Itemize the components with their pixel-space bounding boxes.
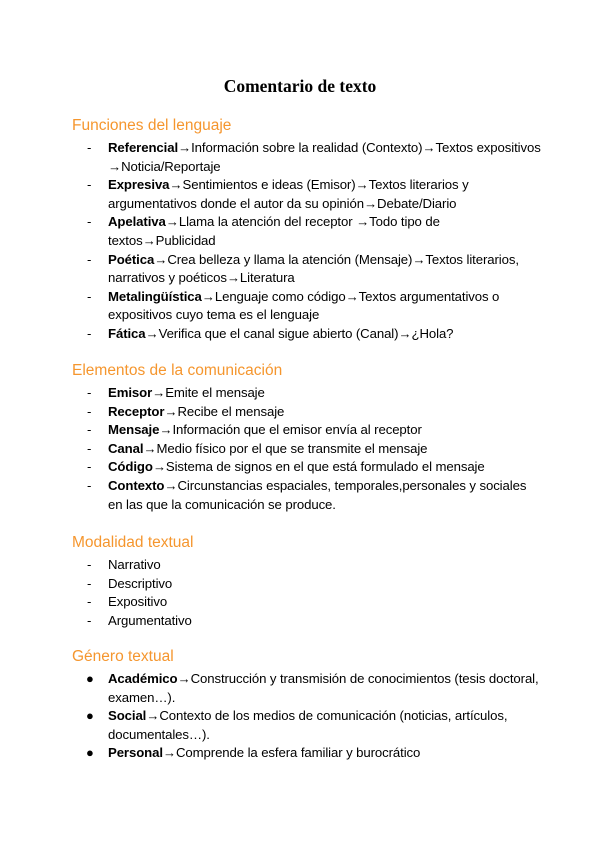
arrow: → <box>159 422 173 438</box>
list-item <box>72 440 542 459</box>
item-text: Descriptivo <box>108 575 173 591</box>
arrow: → <box>201 288 215 304</box>
item-text: Construcción y transmisión de conocimientos (tesis doctoral, examen…). <box>108 671 539 705</box>
dash-bullet: - <box>87 251 92 267</box>
arrow: → <box>154 251 168 267</box>
dash-bullet: - <box>87 214 92 230</box>
item-text: Crea belleza y llama la atención (Mensaje)→Textos literarios, narrativos y poéticos→Literatura <box>108 251 519 286</box>
section-modalidad-textual <box>72 533 542 630</box>
list-item <box>72 288 542 325</box>
dash-bullet: - <box>87 612 92 628</box>
arrow: → <box>146 708 160 724</box>
arrow: → <box>169 177 183 193</box>
arrow: → <box>145 325 159 341</box>
dash-bullet: - <box>87 440 92 456</box>
list-item <box>72 477 542 514</box>
item-term: Receptor <box>108 403 165 419</box>
item-term: Social <box>108 708 147 724</box>
section-heading: Elementos de la comunicación <box>72 362 283 379</box>
list-item <box>72 707 542 744</box>
dash-bullet: - <box>87 422 92 438</box>
arrow: → <box>177 671 191 686</box>
item-text: Medio físico por el que se transmite el mensaje <box>156 440 428 456</box>
arrow: → <box>164 403 178 419</box>
item-text: Sistema de signos en el que está formulado el mensaje <box>165 459 485 475</box>
list-item <box>72 325 542 344</box>
arrow: → <box>143 440 157 456</box>
dash-bullet: - <box>87 325 92 341</box>
functions-list <box>72 139 542 344</box>
item-term: Personal <box>108 745 163 761</box>
dash-bullet: - <box>87 594 92 610</box>
item-term: Emisor <box>108 385 153 400</box>
list-item <box>72 176 542 213</box>
modalities-list <box>72 556 542 630</box>
list-item <box>72 612 542 631</box>
item-term: Contexto <box>108 477 165 493</box>
list-item <box>72 139 542 176</box>
list-item <box>72 744 542 763</box>
item-text: Argumentativo <box>108 612 192 628</box>
item-text: Llama la atención del receptor →Todo tipo de textos→Publicidad <box>108 214 440 248</box>
bullet-dot-icon: ● <box>86 671 94 686</box>
list-item <box>72 575 542 594</box>
item-text: Lenguaje como código→Textos argumentativos o expositivos cuyo tema es el lenguaje <box>108 288 500 323</box>
section-heading: Modalidad textual <box>72 534 194 551</box>
item-term: Mensaje <box>108 422 160 438</box>
list-item <box>72 421 542 440</box>
item-text: Emite el mensaje <box>165 385 265 400</box>
item-term: Expresiva <box>108 177 170 193</box>
section-funciones-del-lenguaje <box>72 116 542 344</box>
item-text: Contexto de los medios de comunicación (noticias, artículos, documentales…). <box>108 708 508 742</box>
arrow: → <box>152 385 166 400</box>
item-text: Sentimientos e ideas (Emisor)→Textos literarios y argumentativos donde el autor da su opinión→Debate/Diario <box>108 177 469 211</box>
item-term: Apelativa <box>108 214 166 230</box>
item-term: Poética <box>108 251 155 267</box>
dash-bullet: - <box>87 557 92 572</box>
section-elementos-de-la-comunicacion <box>72 361 542 514</box>
item-term: Código <box>108 459 153 475</box>
item-term: Referencial <box>108 140 179 155</box>
bullet-dot-icon: ● <box>86 745 94 761</box>
list-item <box>72 213 542 250</box>
section-genero-textual <box>72 647 542 763</box>
list-item <box>72 593 542 612</box>
dash-bullet: - <box>87 288 92 304</box>
genres-list <box>72 670 542 763</box>
item-term: Canal <box>108 440 144 456</box>
list-item <box>72 670 542 707</box>
arrow: → <box>162 745 176 761</box>
page-title: Comentario de texto <box>223 76 377 96</box>
list-item <box>72 403 542 422</box>
section-heading: Funciones del lenguaje <box>72 117 232 134</box>
dash-bullet: - <box>87 575 92 591</box>
dash-bullet: - <box>87 140 92 155</box>
bullet-dot-icon: ● <box>86 708 94 724</box>
item-text: Expositivo <box>108 594 168 610</box>
arrow: → <box>165 214 179 230</box>
item-text: Narrativo <box>108 557 161 572</box>
dash-bullet: - <box>87 177 92 193</box>
dash-bullet: - <box>87 403 92 419</box>
arrow: → <box>164 477 178 493</box>
item-text: Información sobre la realidad (Contexto)→Textos expositivos →Noticia/Reportaje <box>108 140 541 174</box>
list-item <box>72 556 542 575</box>
dash-bullet: - <box>87 385 92 400</box>
arrow: → <box>178 140 192 155</box>
item-text: Información que el emisor envía al receptor <box>172 422 422 438</box>
item-term: Fática <box>108 325 146 341</box>
dash-bullet: - <box>87 477 92 493</box>
elements-list <box>72 384 542 514</box>
list-item <box>72 458 542 477</box>
dash-bullet: - <box>87 459 92 475</box>
list-item <box>72 251 542 288</box>
arrow: → <box>152 459 166 475</box>
item-term: Académico <box>108 671 178 686</box>
item-text: Comprende la esfera familiar y burocrático <box>176 745 421 761</box>
item-text: Verifica que el canal sigue abierto (Canal)→¿Hola? <box>158 325 454 341</box>
item-text: Recibe el mensaje <box>177 403 285 419</box>
section-heading: Género textual <box>72 648 174 665</box>
item-text: Circunstancias espaciales, temporales,personales y sociales en las que la comunicación se produce. <box>108 477 527 512</box>
list-item <box>72 384 542 403</box>
item-term: Metalingüística <box>108 288 202 304</box>
